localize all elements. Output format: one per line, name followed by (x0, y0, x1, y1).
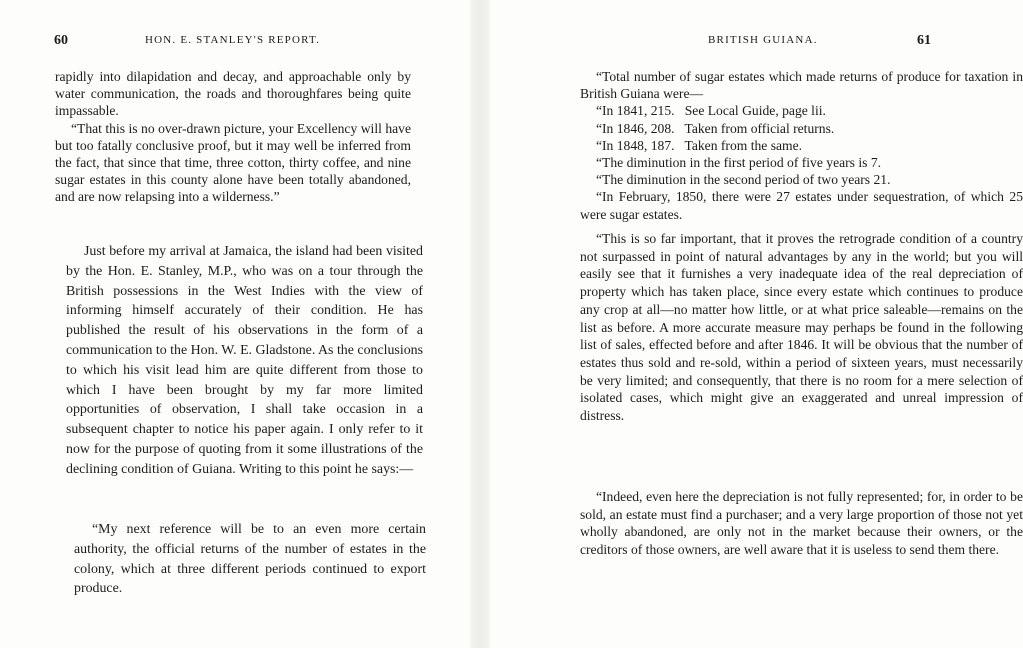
list-item: “In 1848, 187. Taken from the same. (596, 137, 803, 153)
paragraph: “My next reference will be to an even more certain authority, the official returns of the number of estates in the colony, which at three different periods continued to export produce. (74, 522, 426, 597)
paragraph: “In February, 1850, there were 27 estates under sequestration, of which 25 were sugar estates. (580, 189, 1023, 222)
right-text-bottom (580, 488, 1023, 559)
left-text-top (55, 68, 411, 206)
right-page (490, 0, 1023, 648)
running-header-right: BRITISH GUIANA. (708, 34, 818, 46)
paragraph: rapidly into dilapidation and decay, and approachable only by water communication, the roads and thoroughfares being quite impassable. (55, 69, 411, 119)
paragraph: “This is so far important, that it proves the retrograde condition of a country not surpassed in point of natural advantages by any in the world; but you will easily see that it furnishes a very inadequate idea of the real depreciation of property which has taken place, since every estate which continues to produce any crop at all—no matter how little, or at what price saleable—remains on the list as before. A more accurate measure may perhaps be found in the following list of sales, effected before and after 1846. It will be obvious that the number of estates thus sold and re-sold, within a period of sixteen years, must necessarily be very limited; and consequently, that there is no room for a mere selection of isolated cases, which might give an exaggerated and unreal impression of distress. (580, 231, 1023, 424)
paragraph: “The diminution in the second period of two years 21. (596, 172, 891, 188)
list-item: “In 1846, 208. Taken from official returns. (596, 120, 835, 136)
book-gutter (470, 0, 490, 648)
page-number-left: 60 (54, 33, 68, 48)
right-text-top (580, 68, 1023, 223)
paragraph: “The diminution in the first period of five years is 7. (596, 155, 882, 171)
paragraph: “Total number of sugar estates which made returns of produce for taxation in British Guiana were— (580, 69, 1023, 102)
right-text-middle (580, 230, 1023, 425)
running-header-left: HON. E. STANLEY'S REPORT. (145, 34, 321, 46)
paragraph: “That this is no over-drawn picture, your Excellency will have but too fatally conclusive proof, but it may well be inferred from the fact, that since that time, three cotton, thirty coffee, and nine sugar estates in this county alone have been totally abandoned, and are now relapsing into a wilderness.” (55, 120, 411, 205)
paragraph: Just before my arrival at Jamaica, the island had been visited by the Hon. E. Stanley, M.P., who was on a tour through the British possessions in the West Indies with the view of informing himself accurately of their condition. He has published the result of his observations in the form of a communication to the Hon. W. E. Gladstone. As the conclusions to which his visit lead him are quite different from those to which I have been brought by my far more limited opportunities of observation, I shall take occasion in a subsequent chapter to notice his paper again. I only refer to it now for the purpose of quoting from it some illustrations of the declining condition of Guiana. Writing to this point he says:— (66, 244, 423, 477)
left-text-middle (66, 242, 423, 480)
paragraph: “Indeed, even here the depreciation is not fully represented; for, in order to be sold, an estate must find a purchaser; and a very large proportion of those not yet wholly abandoned, are only not in the market because their owners, or the creditors of those owners, are well aware that it is useless to send them there. (580, 489, 1023, 558)
list-item: “In 1841, 215. See Local Guide, page lii. (596, 103, 826, 119)
left-text-quote (74, 520, 426, 599)
page-number-right: 61 (917, 33, 931, 48)
left-page (0, 0, 470, 648)
